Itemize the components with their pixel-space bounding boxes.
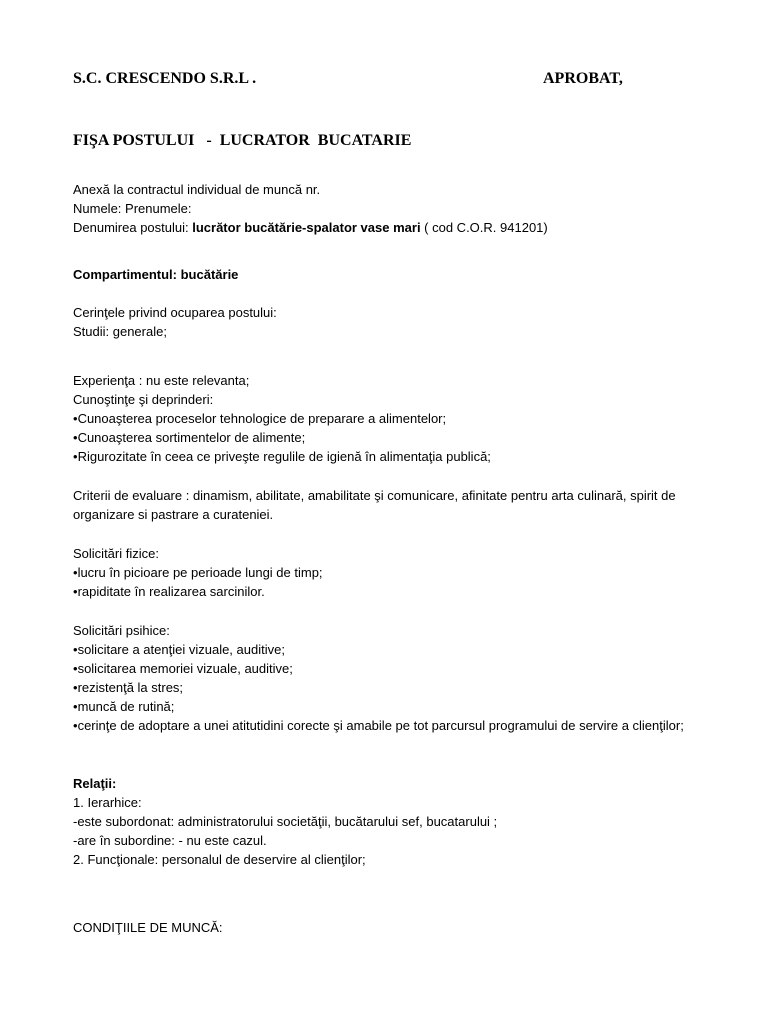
position-code: ( cod C.O.R. 941201) — [420, 220, 548, 235]
name-line: Numele: Prenumele: — [73, 201, 192, 216]
requirements-heading: Cerinţele privind ocuparea postului: — [73, 305, 277, 320]
company-name: S.C. CRESCENDO S.R.L . — [73, 70, 257, 87]
annex-line: Anexă la contractul individual de muncă nr. — [73, 182, 321, 197]
knowledge-item: • Cunoaşterea proceselor tehnologice de preparare a alimentelor; — [73, 409, 703, 428]
relations-heading: Relaţii: — [73, 776, 117, 791]
studies-line: Studii: generale; — [73, 324, 167, 339]
knowledge-heading: Cunoştinţe şi deprinderi: — [73, 392, 214, 407]
relations-line: -are în subordine: - nu este cazul. — [73, 833, 267, 848]
criteria-paragraph: Criterii de evaluare : dinamism, abilitate, amabilitate şi comunicare, afinitate pentru arta culinară, spirit de organizare si pastrare a curateniei. — [73, 488, 676, 522]
psychic-section — [73, 621, 703, 735]
psychic-item: • muncă de rutină; — [73, 697, 703, 716]
experience-line: Experienţa : nu este relevanta; — [73, 373, 250, 388]
position-line — [73, 218, 703, 237]
relations-line: 1. Ierarhice: — [73, 795, 142, 810]
knowledge-section — [73, 371, 703, 466]
knowledge-item: • Cunoaşterea sortimentelor de alimente; — [73, 428, 703, 447]
document-title: FIŞA POSTULUI - LUCRATOR BUCATARIE — [73, 132, 412, 149]
knowledge-item: • Rigurozitate în ceea ce priveşte regulile de igienă în alimentaţia publică; — [73, 447, 703, 466]
department-section — [73, 265, 703, 284]
department-line: Compartimentul: bucătărie — [73, 267, 239, 282]
intro-section — [73, 180, 703, 237]
physical-heading: Solicitări fizice: — [73, 546, 159, 561]
psychic-heading: Solicitări psihice: — [73, 623, 170, 638]
physical-item: • rapiditate în realizarea sarcinilor. — [73, 582, 703, 601]
physical-section — [73, 544, 703, 601]
relations-line: 2. Funcţionale: personalul de deservire al clienţilor; — [73, 852, 366, 867]
physical-item: • lucru în picioare pe perioade lungi de timp; — [73, 563, 703, 582]
position-label: Denumirea postului: — [73, 220, 193, 235]
conditions-heading: CONDIŢIILE DE MUNCĂ: — [73, 920, 223, 935]
conditions-section — [73, 918, 703, 937]
position-value: lucrător bucătărie-spalator vase mari — [192, 220, 421, 235]
relations-line: -este subordonat: administratorului societăţii, bucătarului sef, bucatarului ; — [73, 814, 498, 829]
psychic-item: • solicitarea memoriei vizuale, auditive; — [73, 659, 703, 678]
approved-label: APROBAT, — [543, 70, 623, 87]
relations-section — [73, 774, 703, 869]
psychic-item: • cerinţe de adoptare a unei atitutidini corecte şi amabile pe tot parcursul programului de servire a clienţilor; — [73, 716, 698, 735]
psychic-item: • rezistenţă la stres; — [73, 678, 703, 697]
requirements-section — [73, 303, 703, 341]
psychic-item: • solicitare a atenţiei vizuale, auditive; — [73, 640, 703, 659]
